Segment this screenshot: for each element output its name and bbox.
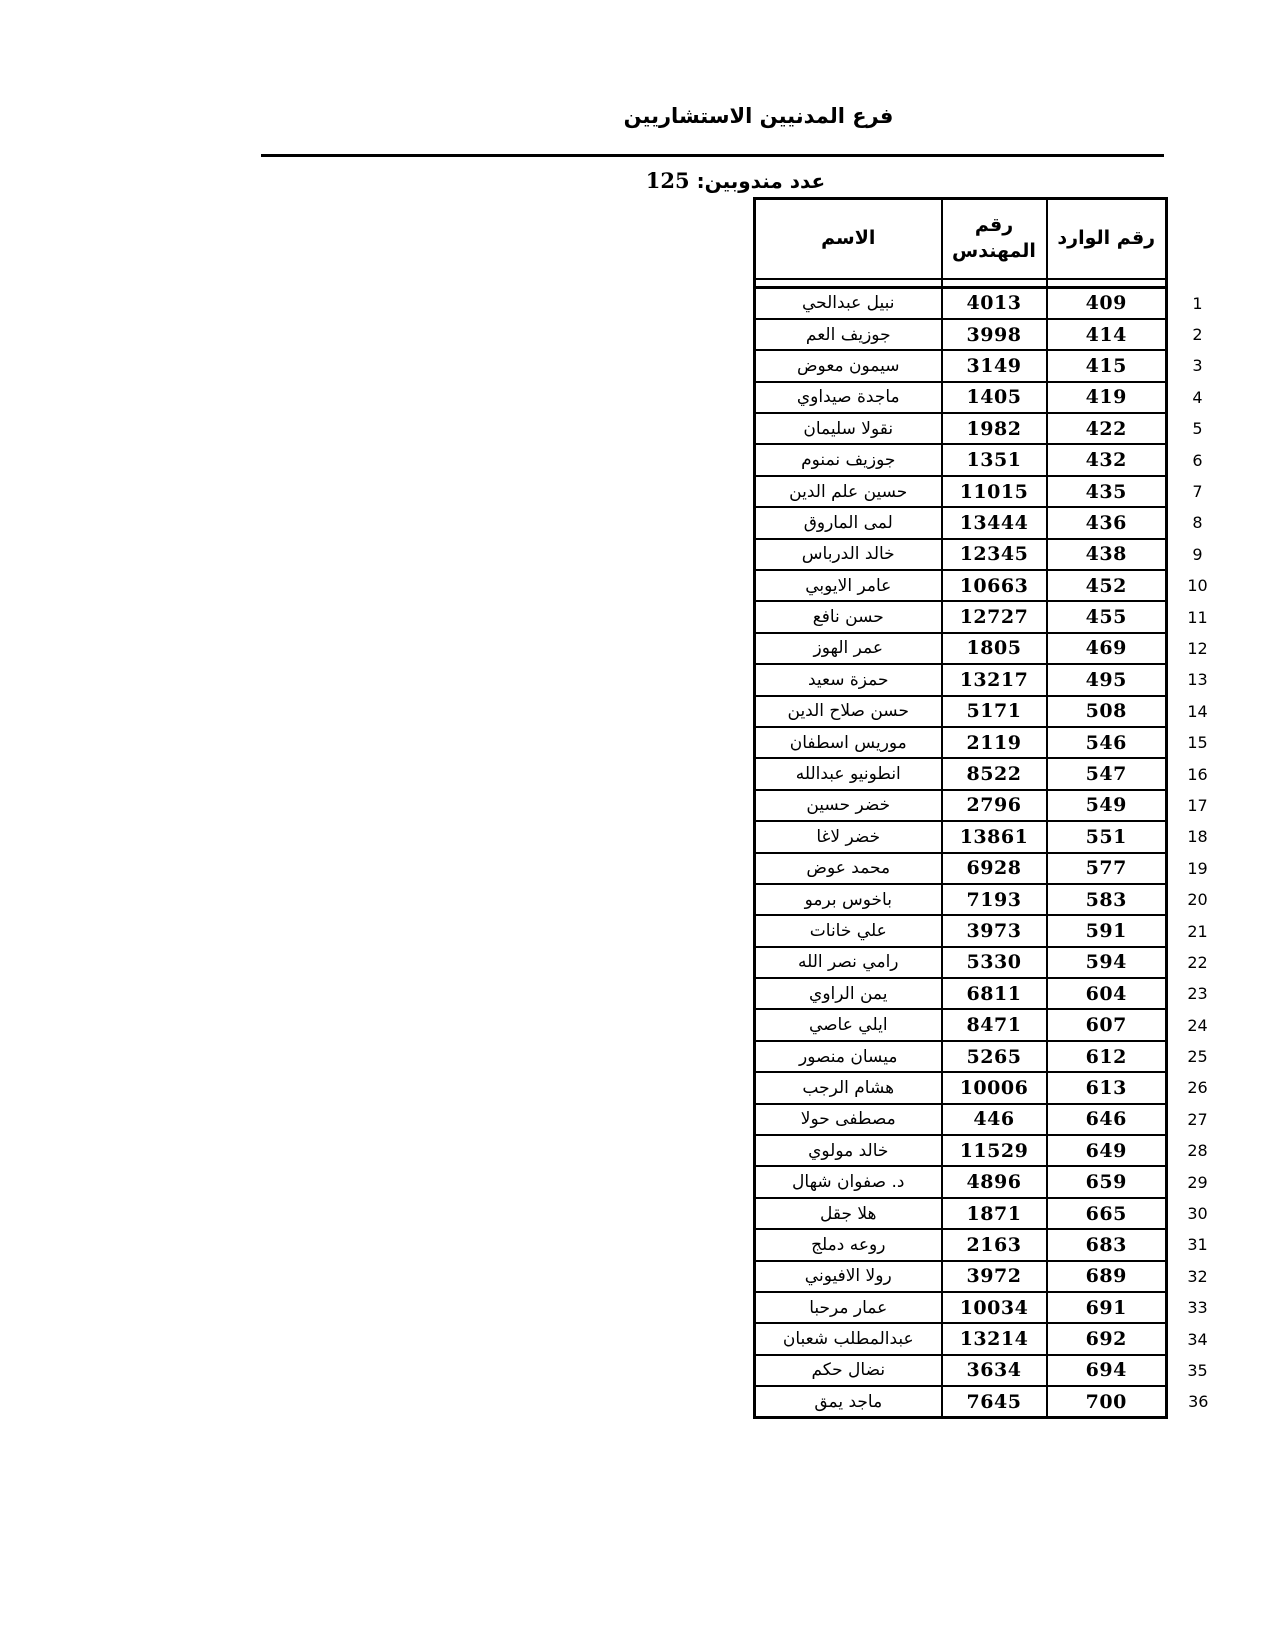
table-row xyxy=(755,319,1229,350)
incoming-number: 549 xyxy=(1047,790,1167,821)
incoming-number: 436 xyxy=(1047,507,1167,538)
incoming-number: 604 xyxy=(1047,978,1167,1009)
row-index: 34 xyxy=(1187,1329,1208,1349)
incoming-number: 649 xyxy=(1047,1135,1167,1166)
table-row xyxy=(755,758,1229,789)
engineer-number: 5265 xyxy=(942,1041,1047,1072)
delegate-name: انطونيو عبدالله xyxy=(755,758,942,789)
table-header-row xyxy=(755,199,1229,279)
table-row xyxy=(755,1166,1229,1197)
delegate-name: ماجد يمق xyxy=(755,1386,942,1417)
delegate-name: سيمون معوض xyxy=(755,350,942,381)
delegate-count xyxy=(261,166,1164,196)
engineer-number: 1982 xyxy=(942,413,1047,444)
incoming-number: 591 xyxy=(1047,915,1167,946)
column-header-incoming-number: رقم الوارد xyxy=(1047,199,1167,279)
engineer-number: 1871 xyxy=(942,1198,1047,1229)
engineer-number: 7645 xyxy=(942,1386,1047,1417)
engineer-number: 10034 xyxy=(942,1292,1047,1323)
delegate-name: عمر الهوز xyxy=(755,633,942,664)
row-index: 13 xyxy=(1187,670,1208,690)
table-row xyxy=(755,853,1229,884)
engineer-number: 8522 xyxy=(942,758,1047,789)
incoming-number: 612 xyxy=(1047,1041,1167,1072)
delegate-name: خضر حسين xyxy=(755,790,942,821)
delegate-name: حسن نافع xyxy=(755,601,942,632)
table-row xyxy=(755,507,1229,538)
row-index: 6 xyxy=(1192,450,1203,470)
row-index: 24 xyxy=(1187,1015,1208,1035)
table-body xyxy=(755,288,1229,1418)
table-row xyxy=(755,1104,1229,1135)
table-row xyxy=(755,633,1229,664)
row-index: 14 xyxy=(1187,701,1208,721)
table-row xyxy=(755,444,1229,475)
incoming-number: 694 xyxy=(1047,1355,1167,1386)
table-row xyxy=(755,1198,1229,1229)
row-index: 4 xyxy=(1192,387,1203,407)
incoming-number: 691 xyxy=(1047,1292,1167,1323)
incoming-number: 435 xyxy=(1047,476,1167,507)
delegate-name: نقولا سليمان xyxy=(755,413,942,444)
delegate-name: هلا جقل xyxy=(755,1198,942,1229)
engineer-number: 3149 xyxy=(942,350,1047,381)
row-index: 11 xyxy=(1187,607,1208,627)
row-index: 30 xyxy=(1187,1204,1208,1224)
row-index: 18 xyxy=(1187,827,1208,847)
row-index: 32 xyxy=(1187,1266,1208,1286)
table-row xyxy=(755,1072,1229,1103)
table-row xyxy=(755,570,1229,601)
engineer-number: 2796 xyxy=(942,790,1047,821)
row-index: 1 xyxy=(1192,293,1203,313)
row-index: 27 xyxy=(1187,1109,1208,1129)
engineer-number: 2119 xyxy=(942,727,1047,758)
incoming-number: 594 xyxy=(1047,947,1167,978)
delegate-name: خالد الدرباس xyxy=(755,539,942,570)
table-row xyxy=(755,288,1229,319)
row-index: 17 xyxy=(1187,795,1208,815)
incoming-number: 551 xyxy=(1047,821,1167,852)
engineer-number: 5330 xyxy=(942,947,1047,978)
row-index: 5 xyxy=(1192,419,1203,439)
row-index: 16 xyxy=(1187,764,1208,784)
row-index: 22 xyxy=(1187,952,1208,972)
incoming-number: 508 xyxy=(1047,696,1167,727)
delegate-name: رولا الافيوني xyxy=(755,1261,942,1292)
column-header-engineer-number: رقم المهندس xyxy=(942,199,1047,279)
delegate-name: نضال حكم xyxy=(755,1355,942,1386)
delegate-name: خضر لاغا xyxy=(755,821,942,852)
table-row xyxy=(755,350,1229,381)
engineer-number: 3973 xyxy=(942,915,1047,946)
delegate-name: حسن صلاح الدين xyxy=(755,696,942,727)
incoming-number: 409 xyxy=(1047,288,1167,319)
engineer-number: 1405 xyxy=(942,382,1047,413)
engineer-number: 6928 xyxy=(942,853,1047,884)
delegate-name: د. صفوان شهال xyxy=(755,1166,942,1197)
engineer-number: 2163 xyxy=(942,1229,1047,1260)
engineer-number: 8471 xyxy=(942,1009,1047,1040)
engineer-number: 11015 xyxy=(942,476,1047,507)
engineer-number: 10006 xyxy=(942,1072,1047,1103)
row-index: 20 xyxy=(1187,890,1208,910)
incoming-number: 700 xyxy=(1047,1386,1167,1417)
incoming-number: 495 xyxy=(1047,664,1167,695)
header-body-divider xyxy=(755,279,1229,288)
delegate-count-value: 125 xyxy=(645,168,690,193)
delegate-name: باخوس برمو xyxy=(755,884,942,915)
delegate-name: خالد مولوي xyxy=(755,1135,942,1166)
table-row xyxy=(755,1261,1229,1292)
row-index: 26 xyxy=(1187,1078,1208,1098)
incoming-number: 659 xyxy=(1047,1166,1167,1197)
table-row xyxy=(755,884,1229,915)
table-row xyxy=(755,413,1229,444)
row-index: 28 xyxy=(1187,1141,1208,1161)
row-index: 9 xyxy=(1192,544,1203,564)
table-row xyxy=(755,539,1229,570)
row-index: 10 xyxy=(1187,576,1208,596)
row-index: 33 xyxy=(1187,1298,1208,1318)
incoming-number: 452 xyxy=(1047,570,1167,601)
row-index: 21 xyxy=(1187,921,1208,941)
table-row xyxy=(755,1041,1229,1072)
page-title: فرع المدنيين الاستشاريين xyxy=(261,99,1164,157)
delegate-name: جوزيف العم xyxy=(755,319,942,350)
engineer-number: 12727 xyxy=(942,601,1047,632)
engineer-number: 10663 xyxy=(942,570,1047,601)
engineer-number: 5171 xyxy=(942,696,1047,727)
table-row xyxy=(755,601,1229,632)
delegate-name: لمى الماروق xyxy=(755,507,942,538)
row-index: 23 xyxy=(1187,984,1208,1004)
table-row xyxy=(755,664,1229,695)
delegate-name: جوزيف نمنوم xyxy=(755,444,942,475)
delegate-name: محمد عوض xyxy=(755,853,942,884)
delegate-name: ميسان منصور xyxy=(755,1041,942,1072)
delegate-name: موريس اسطفان xyxy=(755,727,942,758)
engineer-number: 3998 xyxy=(942,319,1047,350)
table-row xyxy=(755,382,1229,413)
delegate-name: حمزة سعيد xyxy=(755,664,942,695)
engineer-number: 4896 xyxy=(942,1166,1047,1197)
incoming-number: 683 xyxy=(1047,1229,1167,1260)
incoming-number: 414 xyxy=(1047,319,1167,350)
row-index: 25 xyxy=(1187,1047,1208,1067)
delegate-name: ايلي عاصي xyxy=(755,1009,942,1040)
incoming-number: 469 xyxy=(1047,633,1167,664)
incoming-number: 689 xyxy=(1047,1261,1167,1292)
column-header-name: الاسم xyxy=(755,199,942,279)
table-row xyxy=(755,821,1229,852)
delegate-name: علي خانات xyxy=(755,915,942,946)
engineer-number: 446 xyxy=(942,1104,1047,1135)
table-row xyxy=(755,947,1229,978)
incoming-number: 415 xyxy=(1047,350,1167,381)
table-row xyxy=(755,1229,1229,1260)
delegate-count-label: عدد مندوبين: xyxy=(696,169,826,193)
table-row xyxy=(755,1355,1229,1386)
incoming-number: 438 xyxy=(1047,539,1167,570)
table-row xyxy=(755,915,1229,946)
incoming-number: 577 xyxy=(1047,853,1167,884)
delegate-name: ماجدة صيداوي xyxy=(755,382,942,413)
table-row xyxy=(755,727,1229,758)
engineer-number: 13214 xyxy=(942,1323,1047,1354)
incoming-number: 422 xyxy=(1047,413,1167,444)
engineer-number: 3972 xyxy=(942,1261,1047,1292)
table-row xyxy=(755,696,1229,727)
incoming-number: 432 xyxy=(1047,444,1167,475)
table-row xyxy=(755,1323,1229,1354)
delegate-name: روعه دملج xyxy=(755,1229,942,1260)
engineer-number: 6811 xyxy=(942,978,1047,1009)
delegate-name: حسين علم الدين xyxy=(755,476,942,507)
incoming-number: 419 xyxy=(1047,382,1167,413)
row-index: 19 xyxy=(1187,858,1208,878)
table-row xyxy=(755,1135,1229,1166)
engineer-number: 7193 xyxy=(942,884,1047,915)
engineer-number: 13217 xyxy=(942,664,1047,695)
delegate-name: رامي نصر الله xyxy=(755,947,942,978)
header-index-gutter xyxy=(1167,199,1229,279)
incoming-number: 455 xyxy=(1047,601,1167,632)
row-index: 7 xyxy=(1192,482,1203,502)
row-index: 31 xyxy=(1187,1235,1208,1255)
engineer-number: 11529 xyxy=(942,1135,1047,1166)
incoming-number: 546 xyxy=(1047,727,1167,758)
engineer-number: 12345 xyxy=(942,539,1047,570)
row-index: 29 xyxy=(1187,1172,1208,1192)
engineer-number: 4013 xyxy=(942,288,1047,319)
document-header xyxy=(261,99,1164,196)
row-index: 35 xyxy=(1187,1360,1208,1380)
row-index: 3 xyxy=(1192,356,1203,376)
table-row xyxy=(755,1292,1229,1323)
delegate-name: يمن الراوي xyxy=(755,978,942,1009)
engineer-number: 1805 xyxy=(942,633,1047,664)
delegate-name: مصطفى حولا xyxy=(755,1104,942,1135)
incoming-number: 646 xyxy=(1047,1104,1167,1135)
delegate-name: هشام الرجب xyxy=(755,1072,942,1103)
delegate-name: عامر الايوبي xyxy=(755,570,942,601)
table-row xyxy=(755,790,1229,821)
row-index: 12 xyxy=(1187,638,1208,658)
delegate-name: عمار مرحبا xyxy=(755,1292,942,1323)
delegate-name: نبيل عبدالحي xyxy=(755,288,942,319)
engineer-number: 3634 xyxy=(942,1355,1047,1386)
engineer-number: 1351 xyxy=(942,444,1047,475)
incoming-number: 665 xyxy=(1047,1198,1167,1229)
row-index: 8 xyxy=(1192,513,1203,533)
incoming-number: 613 xyxy=(1047,1072,1167,1103)
delegates-table xyxy=(753,197,1230,1419)
incoming-number: 547 xyxy=(1047,758,1167,789)
table-row xyxy=(755,978,1229,1009)
incoming-number: 607 xyxy=(1047,1009,1167,1040)
row-index: 2 xyxy=(1192,325,1203,345)
incoming-number: 583 xyxy=(1047,884,1167,915)
incoming-number: 692 xyxy=(1047,1323,1167,1354)
row-index: 15 xyxy=(1187,733,1208,753)
delegate-name: عبدالمطلب شعبان xyxy=(755,1323,942,1354)
engineer-number: 13444 xyxy=(942,507,1047,538)
table-row xyxy=(755,476,1229,507)
row-index: 36 xyxy=(1188,1392,1209,1412)
table-row xyxy=(755,1386,1229,1417)
engineer-number: 13861 xyxy=(942,821,1047,852)
table-row xyxy=(755,1009,1229,1040)
